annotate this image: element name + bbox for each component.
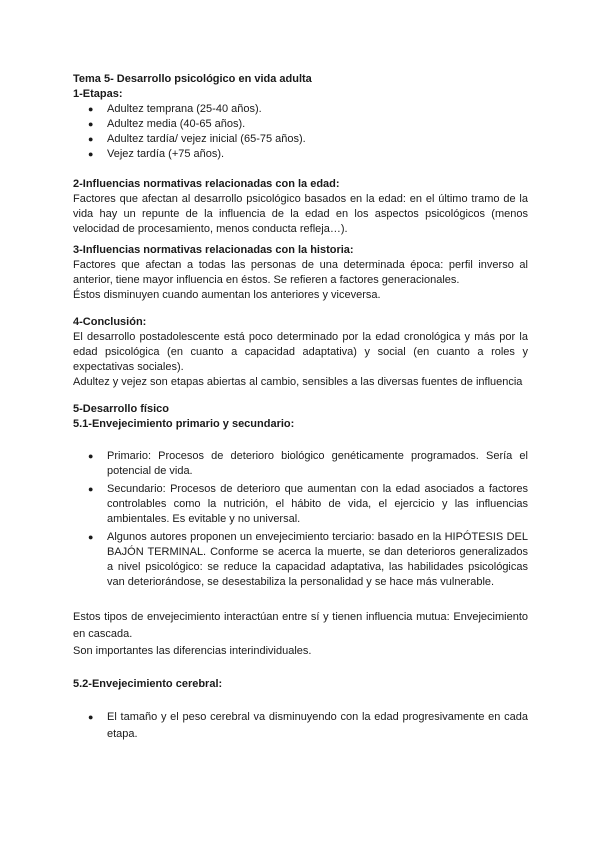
bullet-icon: ●	[88, 134, 94, 144]
document-page	[73, 72, 528, 743]
list-item: ● Primario: Procesos de deterioro biológico genéticamente programados. Sería el potencial de vida.	[88, 450, 528, 477]
paragraph: Factores que afectan al desarrollo psicológico basados en la edad: en el último tramo de la vida hay un repunte de la influencia de la edad en los aspectos psicológicos (menos velocidad de procesamiento, menos conducta refleja…).	[73, 193, 528, 235]
bullet-icon: ●	[88, 149, 94, 159]
list-item: ● Adultez media (40-65 años).	[88, 118, 246, 130]
document-title: Tema 5- Desarrollo psicológico en vida adulta	[73, 73, 312, 85]
paragraph: Son importantes las diferencias interindividuales.	[73, 645, 312, 657]
heading-conclusion: 4-Conclusión:	[73, 316, 147, 328]
heading-desarrollo-fisico: 5-Desarrollo físico	[73, 403, 169, 415]
bullet-icon: ●	[88, 712, 94, 722]
list-item: ● Adultez tardía/ vejez inicial (65-75 años).	[88, 133, 306, 145]
paragraph: Adultez y vejez son etapas abiertas al cambio, sensibles a las diversas fuentes de influencia	[73, 376, 523, 388]
list-item: ● Vejez tardía (+75 años).	[88, 148, 225, 160]
etapas-list	[73, 102, 528, 162]
paragraph: Factores que afectan a todas las personas de una determinada época: perfil inverso al anterior, tiene mayor influencia en éstos. Se refieren a factores generacionales.	[73, 259, 528, 286]
heading-etapas: 1-Etapas:	[73, 88, 123, 100]
list-item: ● El tamaño y el peso cerebral va disminuyendo con la edad progresivamente en cada etapa.	[88, 711, 528, 740]
bullet-icon: ●	[88, 104, 94, 114]
paragraph: Éstos disminuyen cuando aumentan los anteriores y viceversa.	[73, 289, 381, 301]
paragraph: El desarrollo postadolescente está poco determinado por la edad cronológica y más por la edad psicológica (en cuanto a capacidad adaptativa) y social (en cuanto a roles y expectativas sociales).	[73, 331, 528, 373]
envejecimiento-list	[73, 449, 528, 590]
list-item: ● Algunos autores proponen un envejecimiento terciario: basado en la HIPÓTESIS DEL BAJÓN TERMINAL. Conforme se acerca la muerte, se dan deterioros generalizados a nivel psicológico: se reduce la capacidad adaptativa, las habilidades psicológicas van deteriorándose, se desestabiliza la personalidad y se hace más vulnerable.	[88, 531, 528, 588]
subheading-envejecimiento-primario: 5.1-Envejecimiento primario y secundario:	[73, 418, 295, 430]
list-item: ● Adultez temprana (25-40 años).	[88, 103, 262, 115]
bullet-icon: ●	[88, 532, 94, 542]
bullet-icon: ●	[88, 484, 94, 494]
list-item: ● Secundario: Procesos de deterioro que aumentan con la edad asociados a factores controlables como la nutrición, el hábito de vida, el ejercicio y las influencias ambientales. Es evitable y no universal.	[88, 483, 528, 525]
subheading-envejecimiento-cerebral: 5.2-Envejecimiento cerebral:	[73, 678, 223, 690]
cerebral-list	[73, 709, 528, 743]
heading-influencias-edad: 2-Influencias normativas relacionadas con la edad:	[73, 178, 340, 190]
bullet-icon: ●	[88, 451, 94, 461]
bullet-icon: ●	[88, 119, 94, 129]
paragraph: Estos tipos de envejecimiento interactúan entre sí y tienen influencia mutua: Envejecimiento en cascada.	[73, 611, 528, 640]
heading-influencias-historia: 3-Influencias normativas relacionadas con la historia:	[73, 244, 354, 256]
